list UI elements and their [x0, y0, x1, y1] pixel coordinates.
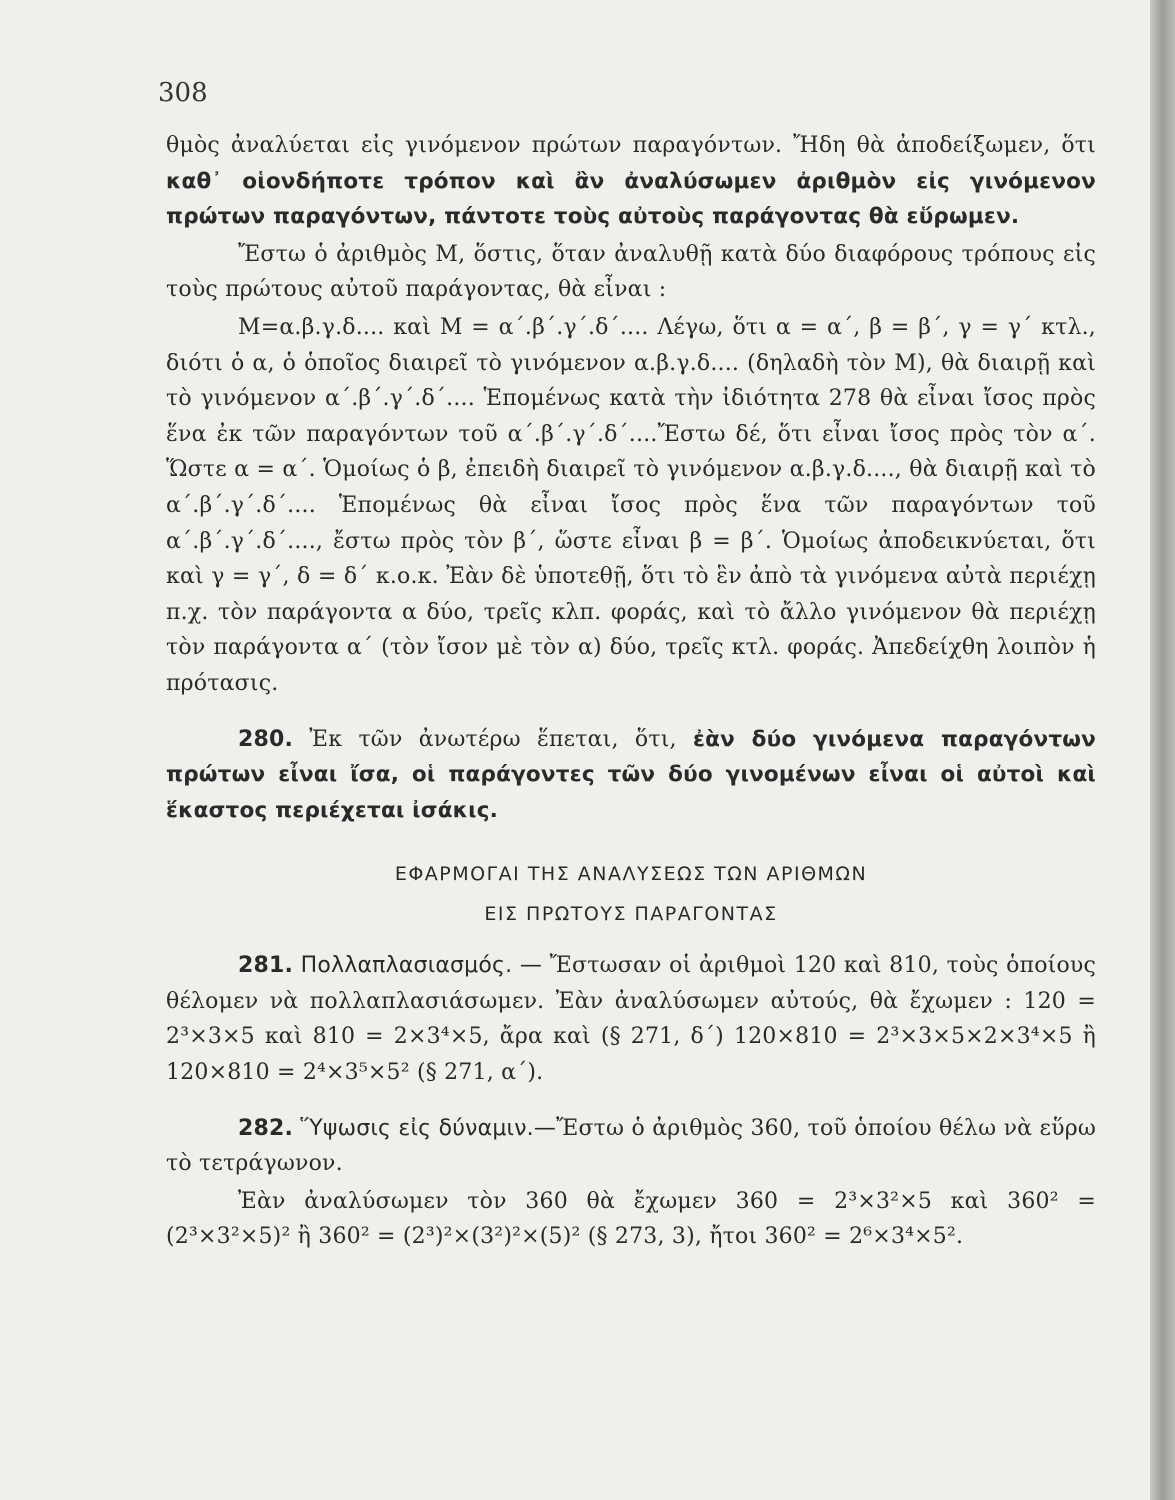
- section-title: Πολλαπλασιασμός. —: [293, 953, 543, 979]
- paragraph-continuation: [166, 128, 1096, 235]
- section-number: 280.: [238, 726, 294, 752]
- section-281: [166, 948, 1096, 1090]
- paragraph-text: Ἐκ τῶν ἀνωτέρω ἕπεται, ὅτι,: [293, 726, 693, 752]
- paragraph-text: Ἔστω ὁ ἀριθμὸς 360, τοῦ ὁποίου θέλω νὰ εὕρω τὸ τετράγωνον.: [166, 1115, 1096, 1177]
- paragraph-text: Ἔστωσαν οἱ ἀριθμοὶ 120 καὶ 810, τοὺς ὁποίους θέλομεν νὰ πολλαπλασιάσωμεν. Ἐὰν ἀναλύσωμεν αὐτούς, θὰ ἔχωμεν : 120 = 2³×3×5 καὶ 810 = 2×3⁴×5, ἄρα καὶ (§ 271, δ΄) 120×810 = 2³×3×5×2×3⁴×5 ἢ 120×810 = 2⁴×3⁵×5² (§ 271, α΄).: [166, 953, 1096, 1086]
- bold-statement: ἐὰν δύο γινόμενα παραγόντων πρώτων εἶναι ἴσα, οἱ παράγοντες τῶν δύο γινομένων εἶναι οἱ αὐτοὶ καὶ ἕκαστος περιέχεται ἰσάκις.: [166, 726, 1096, 823]
- section-280: [166, 722, 1096, 829]
- section-heading-line-1: ΕΦΑΡΜΟΓΑΙ ΤΗΣ ΑΝΑΛΥΣΕΩΣ ΤΩΝ ΑΡΙΘΜΩΝ: [394, 863, 868, 886]
- page-number: 308: [158, 78, 208, 108]
- paragraph-proof: Μ=α.β.γ.δ.... καὶ Μ = α΄.β΄.γ΄.δ΄.... Λέγω, ὅτι α = α΄, β = β΄, γ = γ΄ κτλ., διότι ὁ α, ὁ ὁποῖος διαιρεῖ τὸ γινόμενον α.β.γ.δ.... (δηλαδὴ τὸν Μ), θὰ διαιρῇ καὶ τὸ γινόμενον α΄.β΄.γ΄.δ΄.... Ἑπομένως κατὰ τὴν ἰδιότητα 278 θὰ εἶναι ἴσος πρὸς ἕνα ἐκ τῶν παραγόντων τοῦ α΄.β΄.γ΄.δ΄....Ἔστω δέ, ὅτι εἶναι ἴσος πρὸς τὸν α΄. Ὥστε α = α΄. Ὁμοίως ὁ β, ἐπειδὴ διαιρεῖ τὸ γινόμενον α.β.γ.δ...., θὰ διαιρῇ καὶ τὸ α΄.β΄.γ΄.δ΄.... Ἑπομένως θὰ εἶναι ἴσος πρὸς ἕνα τῶν παραγόντων τοῦ α΄.β΄.γ΄.δ΄...., ἔστω πρὸς τὸν β΄, ὥστε εἶναι β = β΄. Ὁμοίως ἀποδεικνύεται, ὅτι καὶ γ = γ΄, δ = δ΄ κ.ο.κ. Ἐὰν δὲ ὑποτεθῇ, ὅτι τὸ ἓν ἀπὸ τὰ γινόμενα αὐτὰ περιέχῃ π.χ. τὸν παράγοντα α δύο, τρεῖς κλπ. φοράς, καὶ τὸ ἄλλο γινόμενον θὰ περιέχῃ τὸν παράγοντα α΄ (τὸν ἴσον μὲ τὸν α) δύο, τρεῖς κτλ. φοράς. Ἀπεδείχθη λοιπὸν ἡ πρότασις.: [166, 314, 1096, 696]
- paragraph-example: Ἐὰν ἀναλύσωμεν τὸν 360 θὰ ἔχωμεν 360 = 2³×3²×5 καὶ 360² = (2³×3²×5)² ἢ 360² = (2³)²×(3²)²×(5)² (§ 273, 3), ἤτοι 360² = 2⁶×3⁴×5².: [166, 1188, 1096, 1250]
- section-title: Ὕψωσις εἰς δύναμιν.—: [293, 1115, 557, 1141]
- paragraph-proof-intro: Ἔστω ὁ ἀριθμὸς Μ, ὅστις, ὅταν ἀναλυθῇ κατὰ δύο διαφόρους τρόπους εἰς τοὺς πρώτους αὐτοῦ παράγοντας, θὰ εἶναι :: [166, 241, 1096, 303]
- section-heading-line-2: ΕΙΣ ΠΡΩΤΟΥΣ ΠΑΡΑΓΟΝΤΑΣ: [484, 903, 778, 926]
- section-number: 281.: [238, 953, 294, 979]
- paragraph-text: θμὸς ἀναλύεται εἰς γινόμενον πρώτων παραγόντων. Ἤδη θὰ ἀποδείξωμεν, ὅτι: [166, 133, 1096, 158]
- page-edge: [1150, 0, 1175, 1500]
- bold-statement: καθ᾽ οἱονδήποτε τρόπον καὶ ἂν ἀναλύσωμεν ἀριθμὸν εἰς γινόμενον πρώτων παραγόντων, πάντοτε τοὺς αὐτοὺς παράγοντας θὰ εὕρωμεν.: [166, 168, 1096, 230]
- section-282: [166, 1111, 1096, 1182]
- section-number: 282.: [238, 1115, 294, 1141]
- page-text: [166, 128, 1096, 1255]
